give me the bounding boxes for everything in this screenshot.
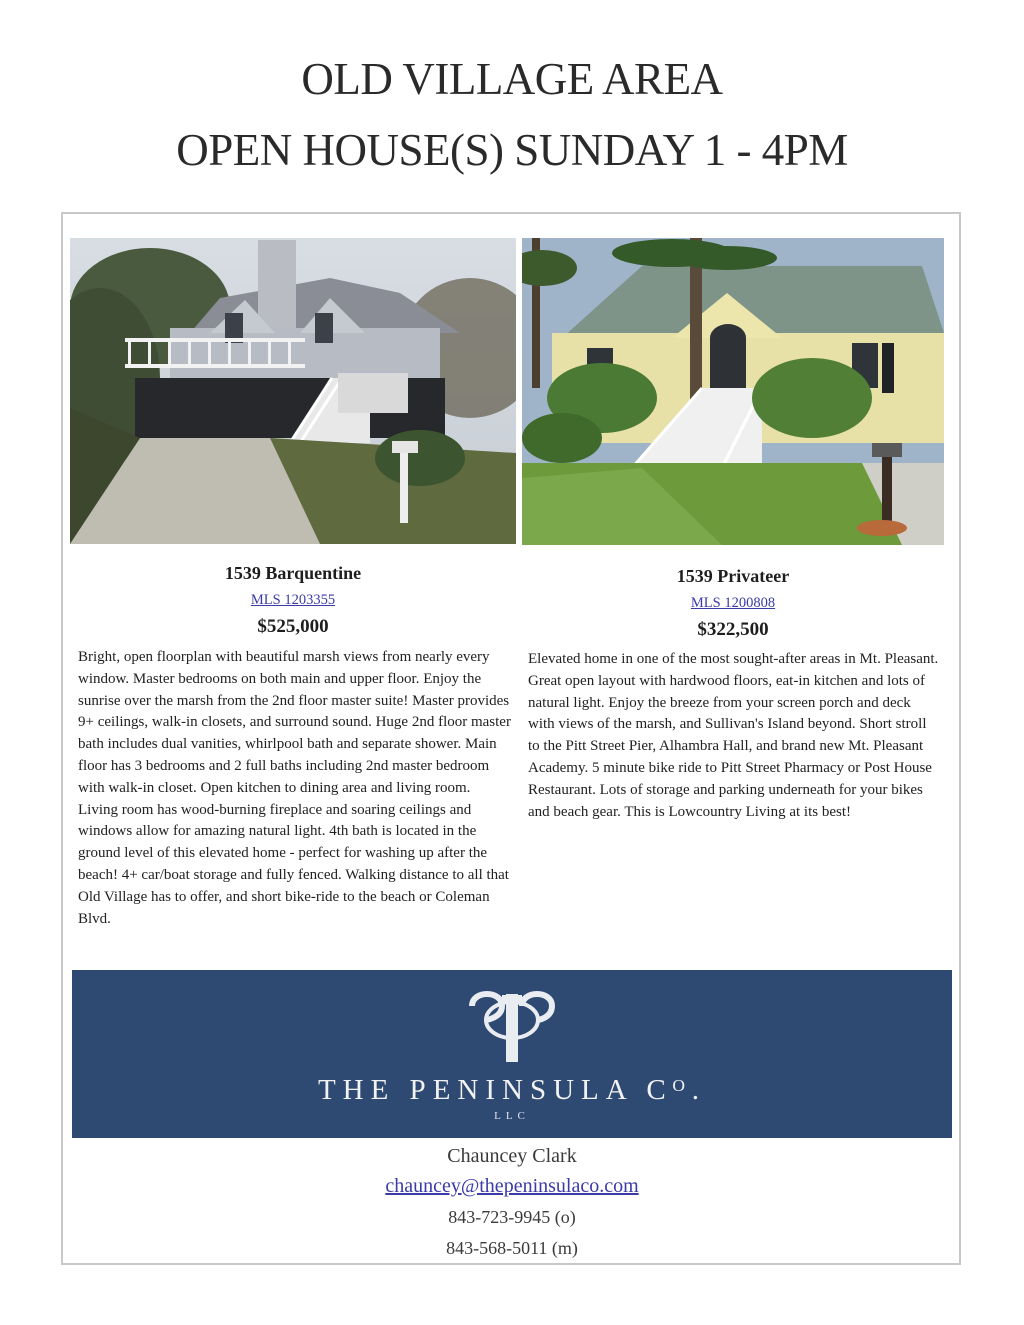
agent-name: Chauncey Clark	[447, 1145, 577, 1167]
agent-email-link[interactable]: chauncey@thepeninsulaco.com	[385, 1175, 639, 1197]
brand-name: THE PENINSULA Cᴼ.	[317, 1074, 707, 1106]
brand-banner	[72, 970, 952, 1138]
headline-area: OLD VILLAGE AREA	[301, 54, 723, 104]
mls-link[interactable]: MLS 1200808	[690, 595, 776, 611]
listing-address: 1539 Privateer	[676, 566, 790, 586]
peninsula-logo-icon	[462, 984, 562, 1064]
listing-address: 1539 Barquentine	[224, 563, 362, 583]
house-photo-barquentine	[70, 238, 516, 544]
listing-description: Elevated home in one of the most sought-after areas in Mt. Pleasant. Great open layout with hardwood floors, eat-in kitchen and lots of natural light. Enjoy the breeze from your screen porch and deck with views of the marsh, and Sullivan's Island beyond. Short stroll to the Pitt Street Pier, Alhambra Hall, and brand new Mt. Pleasant Academy. 5 minute bike ride to Pitt Street Pharmacy or Post House Restaurant. Lots of storage and parking underneath for your bikes and beach gear. This is Lowcountry Living at its best!	[528, 651, 939, 820]
listing-price: $322,500	[697, 619, 769, 640]
mls-link[interactable]: MLS 1203355	[250, 592, 336, 608]
listing-price: $525,000	[257, 616, 329, 637]
house-photo-privateer	[522, 238, 944, 545]
listing-description: Bright, open floorplan with beautiful marsh views from nearly every window. Master bedrooms on both main and upper floor. Enjoy the sunrise over the marsh from the 2nd floor master suite! Master provides 9+ ceilings, walk-in closets, and surround sound. Huge 2nd floor master bath includes dual vanities, whirlpool bath and separate shower. Main floor has 3 bedrooms and 2 full baths including 2nd master bedroom with walk-in closet. Open kitchen to dining area and living room. Living room has wood-burning fireplace and soaring ceilings and windows allow for amazing natural light. 4th bath is located in the ground level of this elevated home - perfect for washing up after the beach! 4+ car/boat storage and fully fenced. Walking distance to all that Old Village has to offer, and short bike-ride to the beach or Coleman Blvd.	[78, 649, 511, 927]
agent-mobile-phone: 843-568-5011 (m)	[446, 1238, 578, 1258]
brand-llc: LLC	[494, 1110, 530, 1122]
headline-open-house: OPEN HOUSE(S) SUNDAY 1 - 4PM	[176, 125, 848, 175]
agent-office-phone: 843-723-9945 (o)	[448, 1207, 576, 1227]
